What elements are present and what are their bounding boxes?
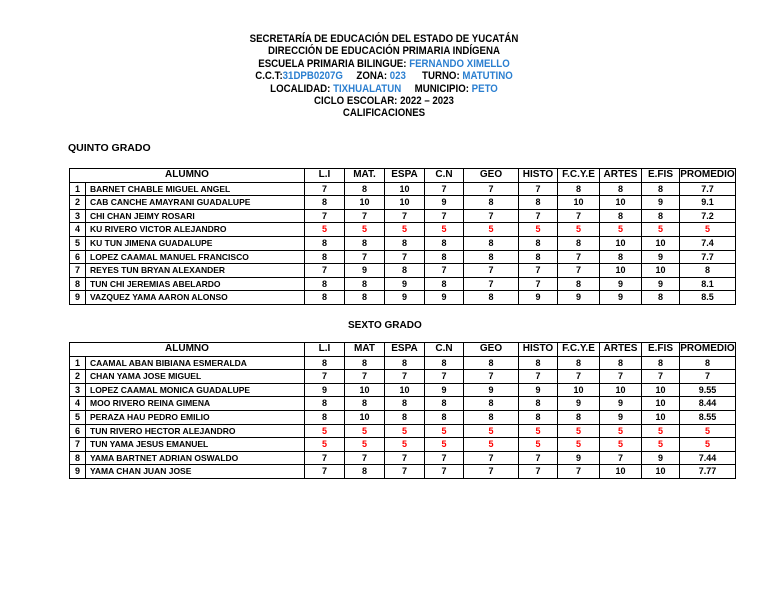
grade-cell: 10 [345,410,385,424]
grade-cell: 8 [305,410,345,424]
header-ciclo: CICLO ESCOLAR: 2022 – 2023 [314,95,454,108]
grade-cell: 5 [558,438,600,452]
table-row [70,223,736,237]
average-cell: 5 [680,438,736,452]
grade-cell: 5 [558,424,600,438]
grade-cell: 8 [305,291,345,305]
row-number: 4 [70,223,86,237]
column-header-l-i: L.I [305,343,345,357]
grade-cell: 5 [519,438,558,452]
column-header-geo: GEO [464,169,519,183]
grade-cell: 9 [642,196,680,210]
grade-cell: 7 [305,465,345,479]
grade-cell: 10 [558,196,600,210]
grade-cell: 8 [519,356,558,370]
row-number: 4 [70,397,86,411]
row-number: 8 [70,277,86,291]
average-cell: 8.44 [680,397,736,411]
average-cell: 8 [680,356,736,370]
localidad-label: LOCALIDAD: [270,82,331,95]
grade-cell: 8 [558,410,600,424]
average-cell: 7.7 [680,182,736,196]
column-header-promedio: PROMEDIO [680,169,736,183]
grade-cell: 10 [385,196,425,210]
grade-cell: 7 [305,370,345,384]
grade-cell: 5 [425,424,464,438]
column-header-artes: ARTES [600,343,642,357]
average-cell: 7.7 [680,250,736,264]
grade-cell: 10 [642,397,680,411]
grade-cell: 7 [519,209,558,223]
grade-cell: 5 [425,438,464,452]
grade-cell: 7 [519,465,558,479]
grade-cell: 9 [600,277,642,291]
grade-cell: 8 [385,397,425,411]
grade-cell: 8 [345,277,385,291]
school-name: FERNANDO XIMELLO [409,57,510,70]
grade-cell: 9 [642,277,680,291]
grade-cell: 9 [558,451,600,465]
average-cell: 8.55 [680,410,736,424]
grade-cell: 7 [600,451,642,465]
table-row [70,196,736,210]
header-line-direccion: DIRECCIÓN DE EDUCACIÓN PRIMARIA INDÍGENA [268,45,500,58]
document-header [46,33,722,120]
grade-cell: 8 [345,356,385,370]
grade-cell: 8 [464,250,519,264]
row-number: 9 [70,465,86,479]
grade-cell: 7 [519,182,558,196]
grade-cell: 9 [519,291,558,305]
header-line-cct [46,70,722,82]
row-number: 9 [70,291,86,305]
grade-cell: 9 [600,410,642,424]
table-header-row [70,343,736,357]
column-header-mat: MAT. [345,169,385,183]
grade-cell: 7 [519,451,558,465]
grade-cell: 7 [464,277,519,291]
grade-cell: 7 [464,209,519,223]
grade-cell: 8 [425,410,464,424]
student-name: LOPEZ CAAMAL MONICA GUADALUPE [86,383,305,397]
row-number: 6 [70,250,86,264]
grade-cell: 8 [464,196,519,210]
grade-cell: 7 [558,370,600,384]
grade-cell: 7 [519,264,558,278]
grade-cell: 8 [305,277,345,291]
grade-cell: 7 [519,370,558,384]
zona-value: 023 [389,70,406,83]
grade-cell: 9 [385,277,425,291]
grade-cell: 8 [558,236,600,250]
grade-cell: 8 [385,264,425,278]
grade-cell: 8 [558,277,600,291]
table-row [70,410,736,424]
grade-cell: 7 [425,264,464,278]
grade-cell: 5 [558,223,600,237]
table-row [70,209,736,223]
column-header-c-n: C.N [425,343,464,357]
average-cell: 7 [680,370,736,384]
grade-cell: 9 [425,291,464,305]
row-number: 3 [70,209,86,223]
grade-cell: 5 [345,424,385,438]
sexto-grado-label: SEXTO GRADO [348,320,422,331]
table-row [70,236,736,250]
header-line-secretaria: SECRETARÍA DE EDUCACIÓN DEL ESTADO DE YUCATÁN [249,33,519,45]
grade-cell: 8 [385,236,425,250]
grade-cell: 10 [642,410,680,424]
column-header-alumno: ALUMNO [70,169,305,183]
header-line-localidad [46,83,722,95]
grade-cell: 9 [305,383,345,397]
grade-cell: 8 [385,356,425,370]
column-header-e-fis: E.FIS [642,343,680,357]
grade-cell: 8 [425,250,464,264]
table-row [70,424,736,438]
column-header-f-c-y-e: F.C.Y.E [558,169,600,183]
grade-cell: 5 [464,223,519,237]
grade-cell: 10 [558,383,600,397]
column-header-promedio: PROMEDIO [680,343,736,357]
table-row [70,182,736,196]
grade-cell: 7 [464,182,519,196]
table-row [70,356,736,370]
row-number: 7 [70,438,86,452]
grade-cell: 7 [642,370,680,384]
grade-cell: 7 [385,250,425,264]
column-header-geo: GEO [464,343,519,357]
grade-cell: 7 [425,209,464,223]
grade-cell: 7 [385,451,425,465]
average-cell: 5 [680,223,736,237]
grade-cell: 8 [642,291,680,305]
average-cell: 7.77 [680,465,736,479]
grade-cell: 7 [464,451,519,465]
grade-cell: 9 [600,291,642,305]
turno-label: TURNO: [422,70,460,83]
grade-cell: 9 [425,383,464,397]
column-header-espa: ESPA [385,169,425,183]
student-name: CAB CANCHE AMAYRANI GUADALUPE [86,196,305,210]
grade-cell: 9 [385,291,425,305]
grade-cell: 8 [305,196,345,210]
grade-cell: 10 [600,383,642,397]
grade-cell: 7 [425,182,464,196]
average-cell: 8.5 [680,291,736,305]
table-row [70,291,736,305]
grade-cell: 7 [345,250,385,264]
average-cell: 7.2 [680,209,736,223]
grade-cell: 5 [305,438,345,452]
grade-cell: 7 [305,264,345,278]
grade-cell: 10 [600,236,642,250]
grade-cell: 5 [385,438,425,452]
localidad-value: TIXHUALATUN [333,82,402,95]
grade-cell: 7 [558,264,600,278]
row-number: 1 [70,182,86,196]
grade-cell: 7 [464,370,519,384]
student-name: TUN YAMA JESUS EMANUEL [86,438,305,452]
student-name: LOPEZ CAAMAL MANUEL FRANCISCO [86,250,305,264]
grade-cell: 10 [385,383,425,397]
grade-cell: 5 [600,424,642,438]
grade-cell: 5 [464,438,519,452]
grade-cell: 10 [385,182,425,196]
column-header-mat: MAT [345,343,385,357]
average-cell: 9.1 [680,196,736,210]
grade-cell: 5 [642,223,680,237]
header-line-school [46,58,722,70]
grade-cell: 7 [425,451,464,465]
column-header-l-i: L.I [305,169,345,183]
grade-cell: 10 [600,264,642,278]
sexto-grade-table [69,342,736,479]
row-number: 6 [70,424,86,438]
column-header-histo: HISTO [519,343,558,357]
table-row [70,397,736,411]
average-cell: 8 [680,264,736,278]
grade-cell: 8 [305,397,345,411]
grade-cell: 9 [642,250,680,264]
student-name: KU RIVERO VICTOR ALEJANDRO [86,223,305,237]
average-cell: 7.4 [680,236,736,250]
grade-cell: 8 [345,236,385,250]
table-row [70,465,736,479]
column-header-c-n: C.N [425,169,464,183]
student-name: VAZQUEZ YAMA AARON ALONSO [86,291,305,305]
column-header-f-c-y-e: F.C.Y.E [558,343,600,357]
row-number: 1 [70,356,86,370]
cct-value: 31DPB0207G [282,70,343,83]
grade-cell: 7 [558,250,600,264]
grade-cell: 8 [464,397,519,411]
column-header-e-fis: E.FIS [642,169,680,183]
grade-cell: 7 [425,465,464,479]
grade-cell: 8 [305,250,345,264]
student-name: YAMA CHAN JUAN JOSE [86,465,305,479]
grade-cell: 5 [305,223,345,237]
table-header-row [70,169,736,183]
table-row [70,451,736,465]
average-cell: 8.1 [680,277,736,291]
student-name: KU TUN JIMENA GUADALUPE [86,236,305,250]
student-name: PERAZA HAU PEDRO EMILIO [86,410,305,424]
grade-cell: 10 [345,383,385,397]
grade-cell: 8 [642,356,680,370]
grade-cell: 5 [385,223,425,237]
grade-cell: 8 [385,410,425,424]
grade-cell: 5 [425,223,464,237]
grade-cell: 7 [345,451,385,465]
grade-cell: 9 [642,451,680,465]
municipio-value: PETO [471,82,498,95]
grade-cell: 7 [558,209,600,223]
grade-cell: 7 [425,370,464,384]
student-name: BARNET CHABLE MIGUEL ANGEL [86,182,305,196]
grade-cell: 8 [345,182,385,196]
grade-cell: 8 [464,236,519,250]
student-name: CHI CHAN JEIMY ROSARI [86,209,305,223]
column-header-alumno: ALUMNO [70,343,305,357]
cct-label: C.C.T: [255,70,283,83]
column-header-espa: ESPA [385,343,425,357]
quinto-grade-table [69,168,736,305]
grade-cell: 5 [519,223,558,237]
grade-cell: 5 [385,424,425,438]
student-name: CAAMAL ABAN BIBIANA ESMERALDA [86,356,305,370]
column-header-artes: ARTES [600,169,642,183]
grade-cell: 10 [600,465,642,479]
grade-cell: 9 [425,196,464,210]
grade-cell: 8 [558,182,600,196]
grade-cell: 10 [600,196,642,210]
grade-cell: 7 [385,209,425,223]
grade-cell: 8 [345,397,385,411]
row-number: 7 [70,264,86,278]
grade-cell: 7 [519,277,558,291]
grade-cell: 8 [519,410,558,424]
row-number: 2 [70,196,86,210]
row-number: 8 [70,451,86,465]
grade-cell: 8 [345,465,385,479]
grade-cell: 5 [305,424,345,438]
column-header-histo: HISTO [519,169,558,183]
grade-cell: 8 [425,277,464,291]
grade-cell: 8 [464,356,519,370]
grade-cell: 7 [464,264,519,278]
row-number: 2 [70,370,86,384]
grade-cell: 8 [345,291,385,305]
student-name: MOO RIVERO REINA GIMENA [86,397,305,411]
grade-cell: 8 [305,236,345,250]
student-name: TUN CHI JEREMIAS ABELARDO [86,277,305,291]
student-name: CHAN YAMA JOSE MIGUEL [86,370,305,384]
table-row [70,370,736,384]
grade-cell: 7 [385,370,425,384]
grade-cell: 9 [464,383,519,397]
zona-label: ZONA: [356,70,388,83]
table-row [70,264,736,278]
grade-cell: 7 [305,451,345,465]
grade-cell: 8 [519,397,558,411]
grade-cell: 8 [519,250,558,264]
grade-cell: 8 [600,182,642,196]
grade-cell: 8 [600,209,642,223]
grade-cell: 10 [642,236,680,250]
grade-cell: 8 [464,410,519,424]
quinto-grado-label: QUINTO GRADO [68,142,151,154]
grade-cell: 8 [305,356,345,370]
table-row [70,383,736,397]
grade-cell: 7 [600,370,642,384]
student-name: TUN RIVERO HECTOR ALEJANDRO [86,424,305,438]
table-row [70,277,736,291]
grade-cell: 7 [345,370,385,384]
grade-cell: 8 [425,397,464,411]
grade-cell: 8 [519,236,558,250]
turno-value: MATUTINO [462,70,513,83]
grade-cell: 8 [519,196,558,210]
grade-cell: 5 [464,424,519,438]
average-cell: 9.55 [680,383,736,397]
grade-cell: 5 [345,438,385,452]
grade-cell: 5 [642,424,680,438]
average-cell: 7.44 [680,451,736,465]
grade-cell: 8 [642,209,680,223]
grade-cell: 5 [345,223,385,237]
grade-cell: 10 [642,465,680,479]
grade-cell: 7 [305,209,345,223]
grade-cell: 5 [642,438,680,452]
grade-cell: 9 [600,397,642,411]
grade-cell: 10 [642,383,680,397]
grade-cell: 8 [464,291,519,305]
grade-cell: 5 [600,438,642,452]
grade-cell: 5 [600,223,642,237]
grade-cell: 8 [425,236,464,250]
student-name: REYES TUN BRYAN ALEXANDER [86,264,305,278]
grade-cell: 8 [425,356,464,370]
average-cell: 5 [680,424,736,438]
school-label: ESCUELA PRIMARIA BILINGUE: [258,57,407,70]
grade-cell: 7 [385,465,425,479]
grade-cell: 8 [642,182,680,196]
row-number: 5 [70,236,86,250]
row-number: 3 [70,383,86,397]
grade-cell: 9 [558,397,600,411]
header-title: CALIFICACIONES [342,107,426,120]
grade-cell: 7 [464,465,519,479]
grade-cell: 7 [345,209,385,223]
table-row [70,250,736,264]
grade-cell: 10 [345,196,385,210]
table-row [70,438,736,452]
municipio-label: MUNICIPIO: [414,82,469,95]
grade-cell: 7 [305,182,345,196]
grade-cell: 5 [519,424,558,438]
grade-cell: 8 [600,250,642,264]
student-name: YAMA BARTNET ADRIAN OSWALDO [86,451,305,465]
grade-cell: 9 [345,264,385,278]
grade-cell: 9 [519,383,558,397]
grade-cell: 8 [558,356,600,370]
grade-cell: 10 [642,264,680,278]
grade-cell: 7 [558,465,600,479]
grade-cell: 8 [600,356,642,370]
grade-cell: 9 [558,291,600,305]
row-number: 5 [70,410,86,424]
